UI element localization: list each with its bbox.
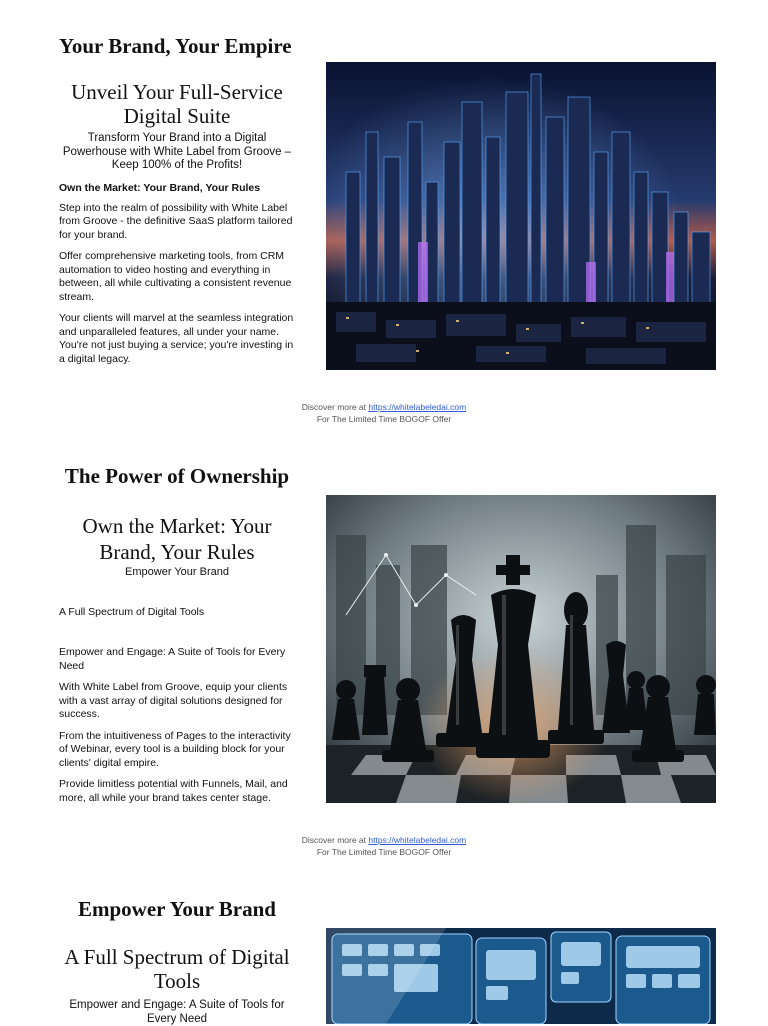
section1-subheading: Unveil Your Full-Service Digital Suite xyxy=(71,80,283,128)
section2-paragraph: With White Label from Groove, equip your clients with a vast array of digital solutions designed for success. xyxy=(59,681,288,720)
footer-offer: For The Limited Time BOGOF Offer xyxy=(316,847,452,857)
section3-subheading: A Full Spectrum of Digital Tools xyxy=(64,945,290,993)
section1-lead: Transform Your Brand into a Digital Powerhouse with White Label from Groove – Keep 100% of the Profits! xyxy=(62,132,292,171)
section2-subheading: Own the Market: Your Brand, Your Rules xyxy=(82,514,272,564)
section1-bold-line: Own the Market: Your Brand, Your Rules xyxy=(59,182,261,194)
footer-link[interactable]: https://whitelabeledai.com xyxy=(368,835,467,845)
footer-prefix: Discover more at xyxy=(301,402,369,412)
section1-body xyxy=(59,182,299,374)
section2-heading: The Power of Ownership xyxy=(64,464,290,488)
section1-paragraph: Offer comprehensive marketing tools, from CRM automation to video hosting and everything in between, all while cultivating a consistent revenue stream. xyxy=(59,250,292,303)
footer-1 xyxy=(0,401,768,425)
digital-devices-image xyxy=(326,928,716,1024)
section1-paragraph: Your clients will marvel at the seamless integration and unparalleled features, all under your name. You're not just buying a service; you're investing in a digital legacy. xyxy=(59,312,294,365)
section3-heading: Empower Your Brand xyxy=(78,897,276,921)
footer-offer: For The Limited Time BOGOF Offer xyxy=(316,414,452,424)
section2-body xyxy=(59,646,299,813)
section1-heading: Your Brand, Your Empire xyxy=(59,34,292,58)
section2-paragraph: Provide limitless potential with Funnels, Mail, and more, all while your brand takes center stage. xyxy=(59,778,288,804)
futuristic-city-image xyxy=(326,62,716,370)
section3-lead: Empower and Engage: A Suite of Tools for Every Need xyxy=(69,999,285,1025)
chess-pieces-image xyxy=(326,495,716,803)
section2-tagline: Empower Your Brand xyxy=(125,566,229,578)
section2-paragraph: From the intuitiveness of Pages to the interactivity of Webinar, every tool is a building block for your clients' digital empire. xyxy=(59,729,291,769)
section1-paragraph: Step into the realm of possibility with White Label from Groove - the definitive SaaS platform tailored for your brand. xyxy=(59,201,293,241)
footer-2 xyxy=(0,834,768,858)
section2-engage: Empower and Engage: A Suite of Tools for Every Need xyxy=(59,646,286,672)
footer-link[interactable]: https://whitelabeledai.com xyxy=(368,402,467,412)
section2-spectrum: A Full Spectrum of Digital Tools xyxy=(59,606,205,618)
footer-prefix: Discover more at xyxy=(301,835,369,845)
